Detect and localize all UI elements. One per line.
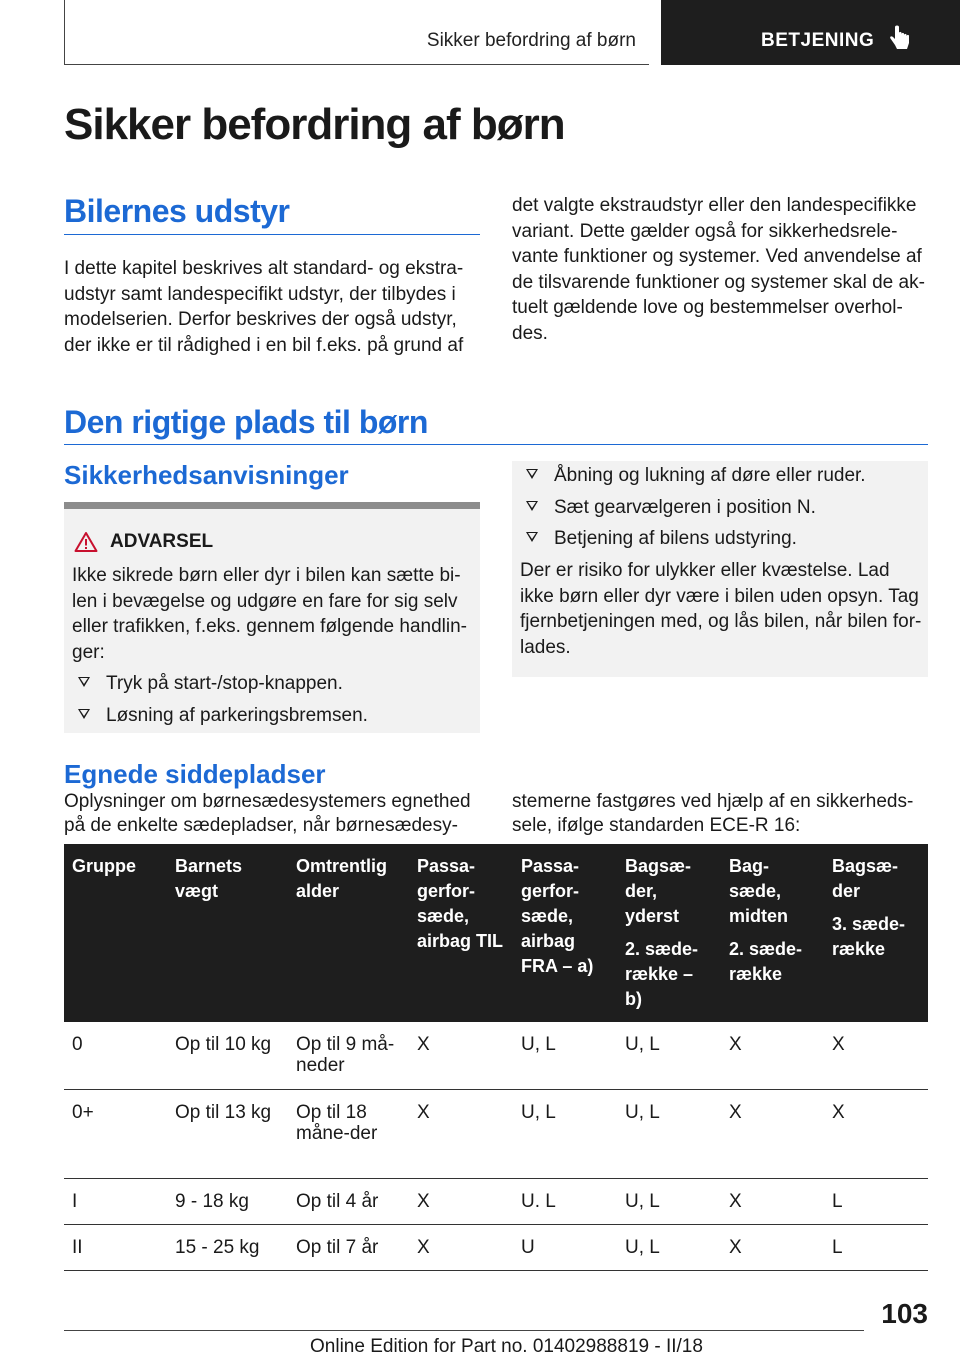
table-header-cell: Passa-gerfor-sæde, airbag TIL xyxy=(409,844,513,1022)
table-cell: X xyxy=(409,1089,513,1178)
table-header-cell: Omtrentlig alder xyxy=(288,844,409,1022)
table-header-row xyxy=(64,844,928,1022)
page-number: 103 xyxy=(881,1298,928,1329)
triangle-bullet-icon xyxy=(526,469,538,479)
table-cell: L xyxy=(824,1224,928,1270)
table-cell: U, L xyxy=(617,1022,721,1089)
warning-title: ADVARSEL xyxy=(110,531,214,552)
table-cell: 0+ xyxy=(64,1089,167,1178)
table-cell: U, L xyxy=(617,1089,721,1178)
table-cell: U, L xyxy=(617,1178,721,1224)
table-cell: X xyxy=(721,1022,824,1089)
warning-text: Ikke sikrede børn eller dyr i bilen kan sætte bi-len i bevægelse og udgøre en fare for sig selv eller trafikken, f.eks. gennem følgende handlin-ger: xyxy=(72,565,467,663)
warning-triangle-icon xyxy=(74,531,98,553)
table-cell: X xyxy=(721,1089,824,1178)
table-cell: 9 - 18 kg xyxy=(167,1178,288,1224)
table-cell: X xyxy=(409,1022,513,1089)
table-cell: U xyxy=(513,1224,617,1270)
table-cell: Op til 13 kg xyxy=(167,1089,288,1178)
table-cell: X xyxy=(824,1022,928,1089)
table-row xyxy=(64,1089,928,1178)
seat-suitability-table xyxy=(64,844,928,1271)
table-header-cell: Bagsæ-der, yderst 2. sæde-række – b) xyxy=(617,844,721,1022)
table-cell: Op til 18 måne-der xyxy=(288,1089,409,1178)
list-item: Betjening af bilens udstyring. xyxy=(512,526,928,552)
table-cell: X xyxy=(824,1089,928,1178)
table-cell: L xyxy=(824,1178,928,1224)
triangle-bullet-icon xyxy=(78,677,90,687)
table-row xyxy=(64,1178,928,1224)
table-cell: 15 - 25 kg xyxy=(167,1224,288,1270)
table-cell: U, L xyxy=(513,1089,617,1178)
hand-pointer-icon xyxy=(889,25,911,51)
table-row xyxy=(64,1022,928,1089)
list-item: Sæt gearvælgeren i position N. xyxy=(512,495,928,521)
table-cell: X xyxy=(721,1224,824,1270)
section-heading-bilernes-udstyr: Bilernes udstyr xyxy=(64,193,290,229)
table-header-cell: Gruppe xyxy=(64,844,167,1022)
section-rule-wide xyxy=(64,444,928,445)
subheading-sikkerhedsanvisninger: Sikkerhedsanvisninger xyxy=(64,460,349,490)
table-cell: X xyxy=(409,1224,513,1270)
table-cell: Op til 7 år xyxy=(288,1224,409,1270)
table-cell: 0 xyxy=(64,1022,167,1089)
table-header-cell: Barnets vægt xyxy=(167,844,288,1022)
table-cell: X xyxy=(721,1178,824,1224)
list-item: Åbning og lukning af døre eller ruder. xyxy=(512,463,928,489)
warning-box-right xyxy=(512,461,928,677)
header-tab-betjening[interactable] xyxy=(661,0,960,65)
table-cell: II xyxy=(64,1224,167,1270)
header-tab-label: BETJENING xyxy=(761,30,875,51)
footer-edition: Online Edition for Part no. 01402988819 - II/18 xyxy=(310,1336,703,1357)
header-rule-left xyxy=(64,0,65,64)
triangle-bullet-icon xyxy=(526,501,538,511)
table-header-cell: Bagsæ-der 3. sæde-række xyxy=(824,844,928,1022)
table-cell: X xyxy=(409,1178,513,1224)
intro-paragraph-left: I dette kapitel beskrives alt standard- og ekstra-udstyr samt landespecifikt udstyr, der tilbydes i modelserien. Derfor beskrives der også udstyr, der ikke er til rådighed i en bil f.eks. på grund af xyxy=(64,258,464,356)
warning-top-bar xyxy=(64,502,480,509)
warning-box-left xyxy=(64,509,480,733)
footer-rule xyxy=(64,1330,864,1331)
triangle-bullet-icon xyxy=(78,709,90,719)
page-title: Sikker befordring af børn xyxy=(64,100,565,149)
warning-list-right xyxy=(512,463,928,558)
table-cell: Op til 10 kg xyxy=(167,1022,288,1089)
list-item: Tryk på start-/stop-knappen. xyxy=(64,671,480,697)
table-cell: Op til 4 år xyxy=(288,1178,409,1224)
intro-paragraph-right: det valgte ekstraudstyr eller den landespecifikke variant. Dette gælder også for sikkerhedsrele-vante funktioner og systemer. Ved anvendelse af de tilsvarende funktioner og systemer skal de ak-tuelt gældende love og bestemmelser overhol-des. xyxy=(512,195,925,344)
warning-list-left xyxy=(64,671,480,734)
table-cell: U. L xyxy=(513,1178,617,1224)
header-rule-bottom xyxy=(64,64,649,65)
table-header-cell: Bag-sæde, midten 2. sæde-række xyxy=(721,844,824,1022)
warning-conclusion: Der er risiko for ulykker eller kvæstelse. Lad ikke børn eller dyr være i bilen uden opsyn. Tag fjernbetjeningen med, og lås bilen, når bilen for-lades. xyxy=(520,560,922,658)
header-section-title: Sikker befordring af børn xyxy=(426,30,636,51)
triangle-bullet-icon xyxy=(526,532,538,542)
list-item: Løsning af parkeringsbremsen. xyxy=(64,703,480,729)
section-heading-rigtige-plads: Den rigtige plads til børn xyxy=(64,404,428,440)
subheading-egnede-siddepladser: Egnede siddepladser xyxy=(64,759,326,789)
table-cell: I xyxy=(64,1178,167,1224)
section-rule xyxy=(64,234,480,235)
table-header-cell: Passa-gerfor-sæde, airbag FRA – a) xyxy=(513,844,617,1022)
seat-intro-right: stemerne fastgøres ved hjælp af en sikkerheds-sele, ifølge standarden ECE-R 16: xyxy=(512,791,914,836)
seat-intro-left: Oplysninger om børnesædesystemers egnethed på de enkelte sædepladser, når børnesædesy- xyxy=(64,791,471,836)
table-cell: U, L xyxy=(617,1224,721,1270)
table-row xyxy=(64,1224,928,1270)
table-cell: Op til 9 må-neder xyxy=(288,1022,409,1089)
table-cell: U, L xyxy=(513,1022,617,1089)
